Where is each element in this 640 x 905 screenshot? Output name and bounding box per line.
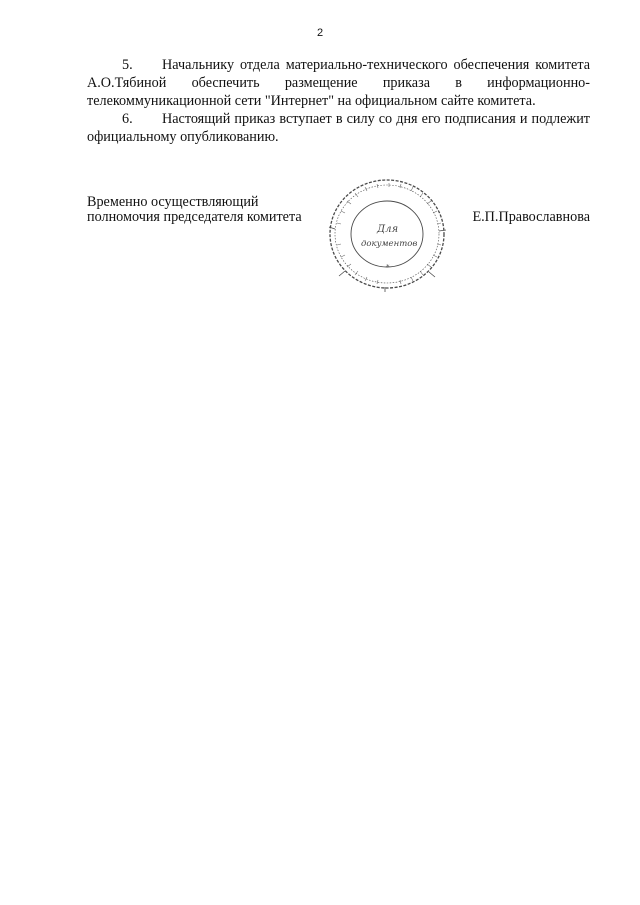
paragraph-number: 6. xyxy=(122,111,133,127)
paragraph-text: Начальнику отдела материально-технического обеспечения комитета А.О.Тябиной обеспечить размещение приказа в информационно-телекоммуникационной сети "Интернет" на официальном сайте комитета. xyxy=(87,57,590,109)
paragraph-5 xyxy=(87,56,590,110)
signatory-title-line1: Временно осуществляющий xyxy=(87,194,259,210)
paragraph-number: 5. xyxy=(122,57,133,73)
stamp-center-line1: Для xyxy=(377,224,399,235)
signature-block xyxy=(87,193,590,293)
paragraph-text: Настоящий приказ вступает в силу со дня его подписания и подлежит официальному опубликованию. xyxy=(87,111,590,145)
star-icon: * xyxy=(386,263,390,271)
signatory-title xyxy=(87,195,302,225)
page-number: 2 xyxy=(316,27,324,39)
stamp-center-line2: документов xyxy=(361,239,418,249)
official-seal xyxy=(325,175,449,293)
signatory-name: Е.П.Православнова xyxy=(472,209,590,225)
paragraph-6 xyxy=(87,110,590,146)
signatory-title-line2: полномочия председателя комитета xyxy=(87,209,302,225)
document-body xyxy=(87,56,590,146)
